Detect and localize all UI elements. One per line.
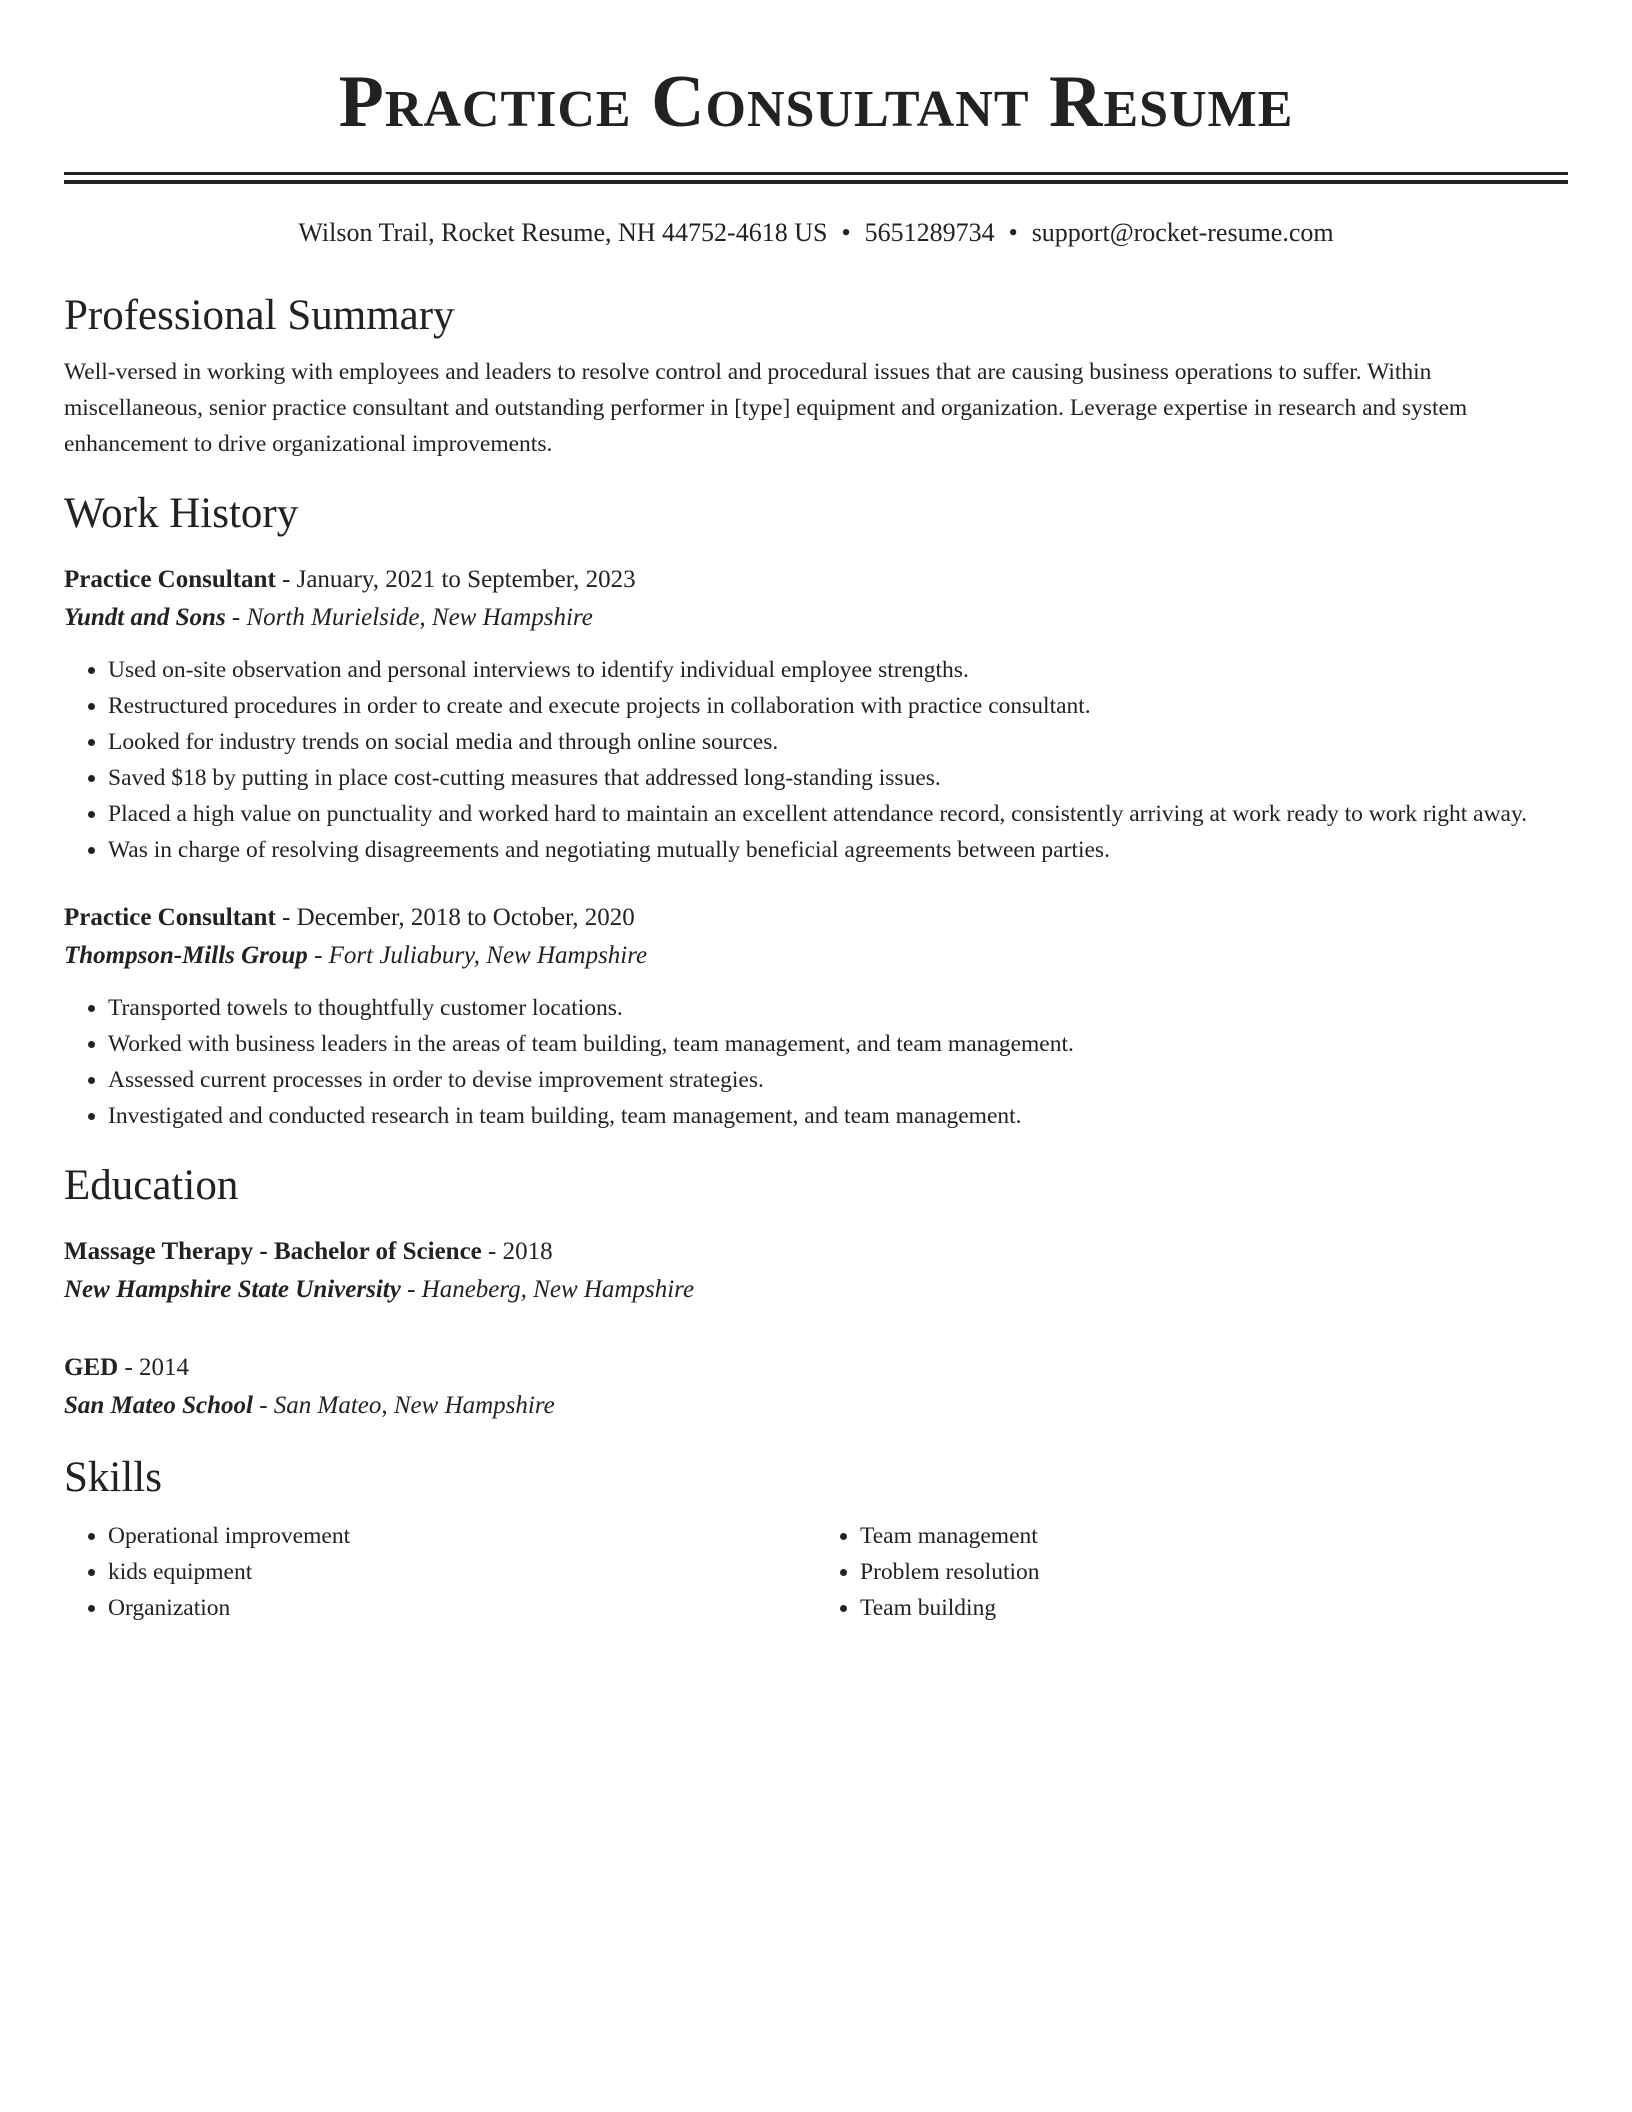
title-double-rule xyxy=(64,172,1568,184)
education-degree: GED xyxy=(64,1354,119,1381)
education-school-line xyxy=(64,1386,1568,1426)
contact-line xyxy=(64,216,1568,250)
education-degree-line xyxy=(64,1350,1568,1386)
job-company-line xyxy=(64,936,1568,976)
job-bullet: • Assessed current processes in order to devise improvement strategies. xyxy=(108,1062,1568,1098)
job-bullet: • Saved $18 by putting in place cost-cutting measures that addressed long-standing issues. xyxy=(108,760,1568,796)
education-entry xyxy=(64,1350,1568,1426)
job-entry xyxy=(64,900,1568,1134)
job-bullet: • Investigated and conducted research in team building, team management, and team management. xyxy=(108,1098,1568,1134)
education-location: - San Mateo, New Hampshire xyxy=(252,1392,555,1419)
section-heading-summary: Professional Summary xyxy=(64,292,455,339)
skill-item: • Team building xyxy=(860,1590,1568,1626)
skill-item: • Team management xyxy=(860,1518,1568,1554)
contact-address: Wilson Trail, Rocket Resume, NH 44752-4618 US xyxy=(298,218,828,247)
job-dates: - December, 2018 to October, 2020 xyxy=(275,904,635,931)
skill-item: • Organization xyxy=(108,1590,816,1626)
job-title-line xyxy=(64,562,1568,598)
section-heading-education: Education xyxy=(64,1162,239,1209)
job-bullets xyxy=(64,990,1568,1134)
job-company: Thompson-Mills Group xyxy=(64,942,308,969)
skill-item: • kids equipment xyxy=(108,1554,816,1590)
contact-phone: 5651289734 xyxy=(864,218,995,247)
job-entry xyxy=(64,562,1568,868)
job-title-line xyxy=(64,900,1568,936)
professional-summary-section xyxy=(64,290,1568,462)
summary-text: Well-versed in working with employees and leaders to resolve control and procedural issues that are causing business operations to suffer. Within miscellaneous, senior practice consultant and outstanding performer in [type] equipment and organization. Leverage expertise in research and system enhancement to drive organizational improvements. xyxy=(64,359,1468,457)
work-history-section xyxy=(64,488,1568,1134)
job-company: Yundt and Sons xyxy=(64,604,226,631)
skill-item: • Problem resolution xyxy=(860,1554,1568,1590)
education-year: - 2018 xyxy=(481,1238,553,1265)
education-school: San Mateo School xyxy=(64,1392,253,1419)
job-bullets xyxy=(64,652,1568,868)
education-entry xyxy=(64,1234,1568,1310)
education-school: New Hampshire State University xyxy=(64,1276,401,1303)
job-bullet: • Used on-site observation and personal interviews to identify individual employee strengths. xyxy=(108,652,1568,688)
contact-separator: • xyxy=(1008,218,1018,247)
skill-item: • Operational improvement xyxy=(108,1518,816,1554)
job-bullet: • Was in charge of resolving disagreements and negotiating mutually beneficial agreements between parties. xyxy=(108,832,1568,868)
skills-section xyxy=(64,1452,1568,1626)
contact-separator: • xyxy=(841,218,851,247)
education-location: - Haneberg, New Hampshire xyxy=(400,1276,695,1303)
education-degree-line xyxy=(64,1234,1568,1270)
education-year: - 2014 xyxy=(118,1354,190,1381)
skills-list xyxy=(64,1518,816,1626)
job-title: Practice Consultant xyxy=(64,904,276,931)
job-dates: - January, 2021 to September, 2023 xyxy=(275,566,636,593)
skills-column-right xyxy=(816,1518,1568,1626)
skills-grid xyxy=(64,1518,1568,1626)
job-company-line xyxy=(64,598,1568,638)
contact-email: support@rocket-resume.com xyxy=(1031,218,1334,247)
job-location: - North Murielside, New Hampshire xyxy=(225,604,593,631)
job-bullet: • Worked with business leaders in the areas of team building, team management, and team management. xyxy=(108,1026,1568,1062)
job-bullet: • Looked for industry trends on social media and through online sources. xyxy=(108,724,1568,760)
skills-column-left xyxy=(64,1518,816,1626)
job-bullet: • Transported towels to thoughtfully customer locations. xyxy=(108,990,1568,1026)
section-heading-skills: Skills xyxy=(64,1454,162,1501)
education-degree: Massage Therapy - Bachelor of Science xyxy=(64,1238,482,1265)
education-section xyxy=(64,1160,1568,1426)
skills-list xyxy=(816,1518,1568,1626)
job-title: Practice Consultant xyxy=(64,566,276,593)
section-heading-work: Work History xyxy=(64,490,299,537)
job-bullet: • Placed a high value on punctuality and worked hard to maintain an excellent attendance record, consistently arriving at work ready to work right away. xyxy=(108,796,1568,832)
job-location: - Fort Juliabury, New Hampshire xyxy=(307,942,648,969)
job-bullet: • Restructured procedures in order to create and execute projects in collaboration with practice consultant. xyxy=(108,688,1568,724)
education-school-line xyxy=(64,1270,1568,1310)
resume-title: Practice Consultant Resume xyxy=(338,61,1294,143)
